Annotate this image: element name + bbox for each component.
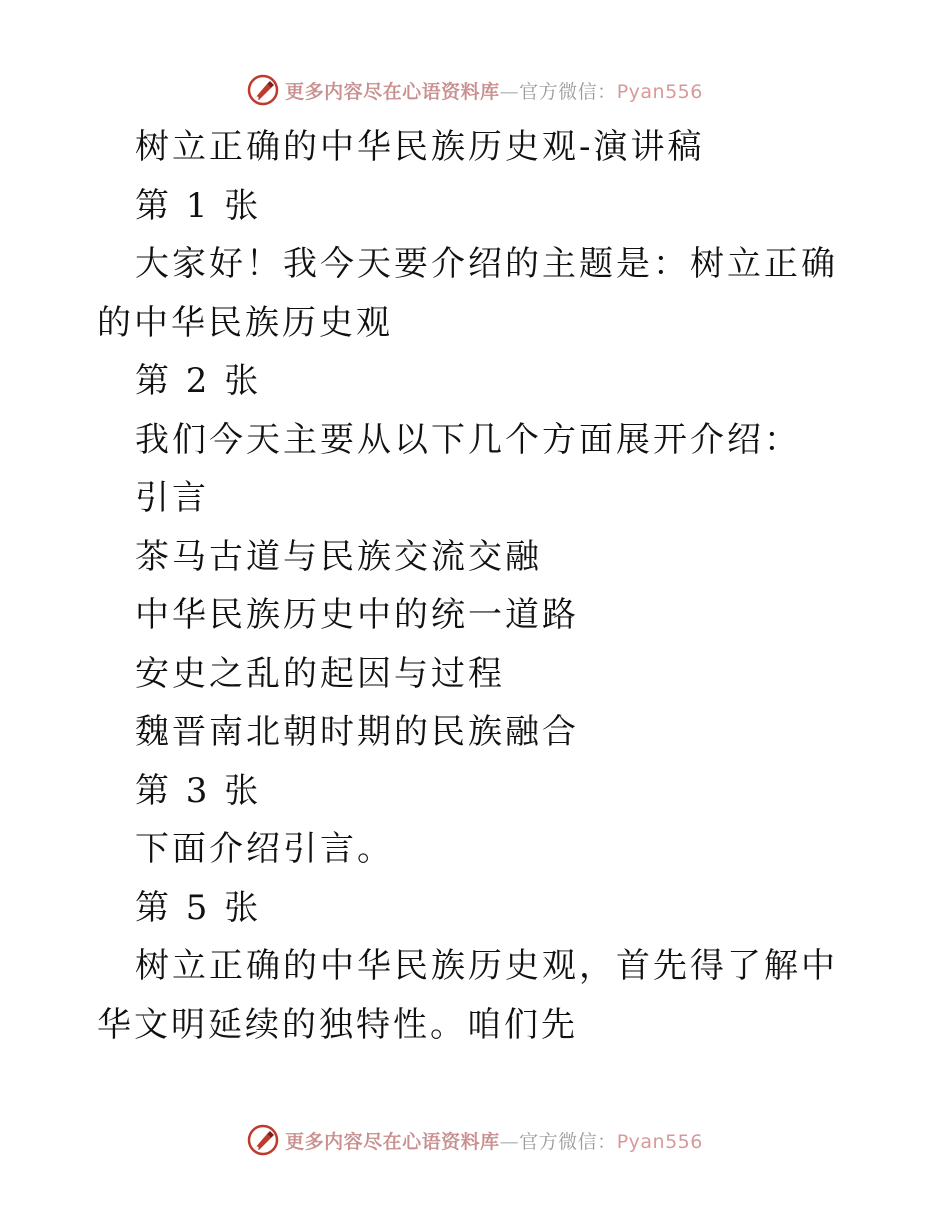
slide-5-text: 树立正确的中华民族历史观，首先得了解中华文明延续的独特性。咱们先 bbox=[97, 946, 838, 1045]
document-title: 树立正确的中华民族历史观-演讲稿 bbox=[135, 127, 705, 167]
slide-2-label: 第 2 张 bbox=[135, 361, 262, 401]
banner-brand: 更多内容尽在心语资料库 bbox=[285, 80, 500, 103]
pen-logo-icon bbox=[247, 74, 279, 106]
banner-handle: Pyan556 bbox=[616, 80, 703, 103]
slide-3-label: 第 3 张 bbox=[135, 770, 262, 811]
outline-item: 安史之乱的起因与过程 bbox=[135, 653, 505, 694]
banner-brand: 更多内容尽在心语资料库 bbox=[285, 1130, 500, 1153]
outline-item: 茶马古道与民族交流交融 bbox=[135, 536, 542, 577]
header-banner-text bbox=[285, 77, 703, 104]
outline-item: 中华民族历史中的统一道路 bbox=[135, 595, 579, 635]
footer-banner bbox=[0, 1120, 950, 1160]
slide-1-label: 第 1 张 bbox=[135, 185, 262, 226]
slide-2-intro: 我们今天主要从以下几个方面展开介绍： bbox=[135, 419, 801, 460]
footer-banner-text bbox=[285, 1127, 703, 1154]
banner-separator: — bbox=[499, 1130, 520, 1153]
slide-3-text: 下面介绍引言。 bbox=[135, 829, 394, 869]
footer-banner-inner bbox=[247, 1124, 703, 1156]
banner-label: 官方微信： bbox=[519, 1130, 617, 1153]
banner-separator: — bbox=[499, 80, 520, 103]
slide-5-label: 第 5 张 bbox=[135, 887, 262, 928]
header-banner bbox=[0, 70, 950, 110]
document-body bbox=[97, 118, 857, 1054]
outline-item: 魏晋南北朝时期的民族融合 bbox=[135, 712, 579, 752]
slide-1-text: 大家好！我今天要介绍的主题是：树立正确的中华民族历史观 bbox=[97, 244, 838, 343]
outline-item: 引言 bbox=[135, 478, 209, 518]
banner-label: 官方微信： bbox=[519, 80, 617, 103]
pen-logo-icon bbox=[247, 1124, 279, 1156]
banner-handle: Pyan556 bbox=[616, 1130, 703, 1153]
header-banner-inner bbox=[247, 74, 703, 106]
